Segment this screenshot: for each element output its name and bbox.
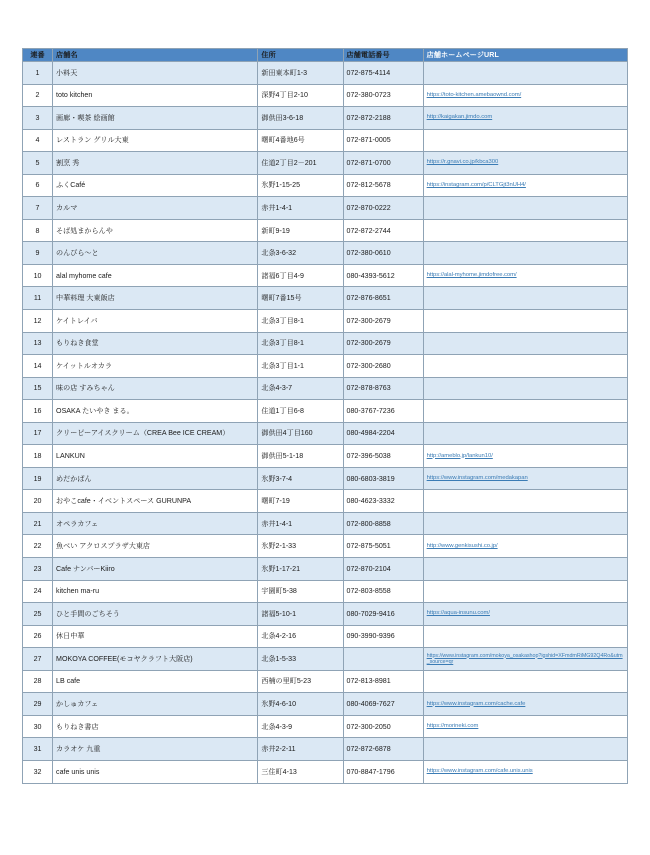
cell-no: 31 (23, 738, 53, 761)
cell-url[interactable] (423, 760, 627, 783)
cell-name: toto kitchen (53, 84, 258, 107)
cell-no: 30 (23, 715, 53, 738)
table-row (23, 107, 628, 130)
cell-name: MOKOYA COFFEE(モコヤクラフト大阪店) (53, 648, 258, 671)
cell-no: 14 (23, 355, 53, 378)
cell-url (423, 287, 627, 310)
column-header-address: 住所 (258, 49, 343, 62)
store-homepage-link[interactable]: https://toto-kitchen.amebaownd.com/ (426, 91, 522, 98)
table-row (23, 129, 628, 152)
table-row (23, 287, 628, 310)
cell-name: ケイトレイバ (53, 310, 258, 333)
cell-address: 北条3丁目8-1 (258, 310, 343, 333)
table-row (23, 242, 628, 265)
table-row (23, 490, 628, 513)
cell-url (423, 738, 627, 761)
table-header (23, 49, 628, 62)
table-row (23, 467, 628, 490)
cell-phone: 072-870-2104 (343, 558, 423, 581)
cell-phone: 080-4069-7627 (343, 693, 423, 716)
cell-url (423, 332, 627, 355)
cell-address: 住道2丁目2－201 (258, 152, 343, 175)
cell-name: cafe unis unis (53, 760, 258, 783)
cell-no: 4 (23, 129, 53, 152)
cell-no: 20 (23, 490, 53, 513)
cell-url[interactable] (423, 107, 627, 130)
table-row (23, 264, 628, 287)
cell-name: alal myhome cafe (53, 264, 258, 287)
cell-address: 宇園町5-38 (258, 580, 343, 603)
cell-no: 24 (23, 580, 53, 603)
cell-url (423, 558, 627, 581)
cell-phone: 072-300-2050 (343, 715, 423, 738)
column-header-url: 店舗ホームページURL (423, 49, 627, 62)
cell-name: ふくCafé (53, 174, 258, 197)
cell-no: 5 (23, 152, 53, 175)
cell-name: オペラカフェ (53, 512, 258, 535)
cell-phone: 080-4393-5612 (343, 264, 423, 287)
cell-phone: 080-7029-9416 (343, 603, 423, 626)
cell-url (423, 625, 627, 648)
cell-phone: 080-3767-7236 (343, 400, 423, 423)
cell-phone: 080-4984-2204 (343, 422, 423, 445)
store-homepage-link[interactable]: http://www.genkisushi.co.jp/ (426, 542, 498, 549)
cell-url (423, 310, 627, 333)
cell-phone: 072-871-0005 (343, 129, 423, 152)
store-list-sheet (22, 48, 628, 784)
cell-url[interactable] (423, 535, 627, 558)
cell-no: 22 (23, 535, 53, 558)
cell-url (423, 490, 627, 513)
cell-address: 北条3丁目8-1 (258, 332, 343, 355)
cell-address: 氷野3-7-4 (258, 467, 343, 490)
cell-no: 13 (23, 332, 53, 355)
cell-url (423, 400, 627, 423)
store-homepage-link[interactable]: http://ameblo.jp/lankun10/ (426, 452, 493, 459)
cell-no: 3 (23, 107, 53, 130)
cell-name: かしゅカフェ (53, 693, 258, 716)
cell-url (423, 129, 627, 152)
cell-url (423, 219, 627, 242)
cell-no: 8 (23, 219, 53, 242)
cell-phone: 072-812-5678 (343, 174, 423, 197)
cell-name: kitchen ma-ru (53, 580, 258, 603)
cell-address: 住道1丁目6-8 (258, 400, 343, 423)
cell-url[interactable] (423, 715, 627, 738)
table-row (23, 738, 628, 761)
cell-no: 7 (23, 197, 53, 220)
cell-no: 2 (23, 84, 53, 107)
cell-name: 小料天 (53, 62, 258, 85)
cell-address: 北条3-6-32 (258, 242, 343, 265)
cell-name: LANKUN (53, 445, 258, 468)
store-list-table (22, 48, 628, 784)
column-header-phone: 店舗電話番号 (343, 49, 423, 62)
cell-name: そば処まからんや (53, 219, 258, 242)
cell-name: 中華料理 大東飯店 (53, 287, 258, 310)
cell-no: 1 (23, 62, 53, 85)
cell-name: 味の店 すみちゃん (53, 377, 258, 400)
cell-no: 32 (23, 760, 53, 783)
cell-url (423, 580, 627, 603)
cell-address: 諸福5-10-1 (258, 603, 343, 626)
cell-name: OSAKA たいやき まる。 (53, 400, 258, 423)
cell-address: 北条4-2-16 (258, 625, 343, 648)
cell-name: めだかぱん (53, 467, 258, 490)
cell-address: 氷野2-1-33 (258, 535, 343, 558)
cell-phone: 072-872-2188 (343, 107, 423, 130)
cell-address: 御供田3-6-18 (258, 107, 343, 130)
table-row (23, 693, 628, 716)
cell-no: 21 (23, 512, 53, 535)
cell-address: 北条4-3-9 (258, 715, 343, 738)
cell-name: クリーピーアイスクリーム（CREA Bee ICE CREAM） (53, 422, 258, 445)
cell-phone: 072-870-0222 (343, 197, 423, 220)
cell-phone: 072-396-5038 (343, 445, 423, 468)
cell-name: 魚べい アクロスプラザ大東店 (53, 535, 258, 558)
table-row (23, 625, 628, 648)
cell-url[interactable] (423, 84, 627, 107)
cell-url[interactable] (423, 152, 627, 175)
table-row (23, 310, 628, 333)
table-row (23, 445, 628, 468)
cell-phone: 070-8847-1796 (343, 760, 423, 783)
table-row (23, 512, 628, 535)
cell-url[interactable] (423, 603, 627, 626)
table-row (23, 400, 628, 423)
cell-no: 17 (23, 422, 53, 445)
cell-phone: 072-803-8558 (343, 580, 423, 603)
cell-address: 赤井1-4-1 (258, 197, 343, 220)
cell-address: 御供田4丁目160 (258, 422, 343, 445)
cell-phone: 072-300-2680 (343, 355, 423, 378)
cell-address: 氷野4-6-10 (258, 693, 343, 716)
store-homepage-link[interactable]: https://instagram.com/p/CLTGjt3nUH4/ (426, 182, 526, 189)
store-homepage-link[interactable]: https://aqua-insunu.com/ (426, 610, 490, 617)
cell-no: 12 (23, 310, 53, 333)
cell-phone: 072-380-0723 (343, 84, 423, 107)
cell-url (423, 62, 627, 85)
cell-name: もりねき食堂 (53, 332, 258, 355)
cell-phone: 072-878-8763 (343, 377, 423, 400)
column-header-no: 連番 (23, 49, 53, 62)
cell-phone: 072-300-2679 (343, 310, 423, 333)
cell-phone: 072-871-0700 (343, 152, 423, 175)
cell-name: のんびら～と (53, 242, 258, 265)
table-row (23, 197, 628, 220)
cell-no: 9 (23, 242, 53, 265)
cell-phone: 090-3990-9396 (343, 625, 423, 648)
cell-no: 26 (23, 625, 53, 648)
cell-url[interactable] (423, 648, 627, 671)
table-row (23, 603, 628, 626)
table-body (23, 62, 628, 784)
cell-phone: 072-380-0610 (343, 242, 423, 265)
cell-phone: 072-872-2744 (343, 219, 423, 242)
table-row (23, 377, 628, 400)
cell-phone: 072-875-5051 (343, 535, 423, 558)
cell-phone: 072-872-6878 (343, 738, 423, 761)
store-homepage-link[interactable]: https://www.instagram.com/cache.cafe (426, 700, 526, 707)
cell-phone: 072-800-8858 (343, 512, 423, 535)
cell-url (423, 355, 627, 378)
table-row (23, 760, 628, 783)
cell-name: カラオケ 九重 (53, 738, 258, 761)
cell-name: おやこcafe・イベントスペース GURUNPA (53, 490, 258, 513)
cell-name: ケイットルオカラ (53, 355, 258, 378)
cell-no: 29 (23, 693, 53, 716)
cell-address: 赤井1-4-1 (258, 512, 343, 535)
cell-address: 三住町4-13 (258, 760, 343, 783)
table-row (23, 715, 628, 738)
cell-url (423, 512, 627, 535)
table-row (23, 174, 628, 197)
store-homepage-link[interactable]: https://www.instagram.com/mokoya_osakashop?igshid=XFmdmRiMG92Q4Ro&utm_source=qr (426, 652, 623, 665)
cell-phone: 072-875-4114 (343, 62, 423, 85)
cell-no: 19 (23, 467, 53, 490)
table-row (23, 535, 628, 558)
cell-address: 西楠の里町5-23 (258, 670, 343, 693)
cell-no: 11 (23, 287, 53, 310)
cell-url[interactable] (423, 693, 627, 716)
cell-no: 23 (23, 558, 53, 581)
cell-url (423, 422, 627, 445)
cell-name: LB cafe (53, 670, 258, 693)
cell-name: 画廊・喫茶 絵画館 (53, 107, 258, 130)
table-header-row (23, 49, 628, 62)
table-row (23, 84, 628, 107)
store-homepage-link[interactable]: http://kaigakan.jimdo.com (426, 114, 493, 121)
cell-address: 北条3丁目1-1 (258, 355, 343, 378)
cell-phone: 080-4623-3332 (343, 490, 423, 513)
cell-phone: 072-300-2679 (343, 332, 423, 355)
cell-name: カルマ (53, 197, 258, 220)
cell-no: 15 (23, 377, 53, 400)
cell-name: 割烹 秀 (53, 152, 258, 175)
cell-no: 16 (23, 400, 53, 423)
table-row (23, 62, 628, 85)
table-row (23, 670, 628, 693)
cell-address: 曙町4番地6号 (258, 129, 343, 152)
table-row (23, 355, 628, 378)
cell-url[interactable] (423, 467, 627, 490)
cell-url[interactable] (423, 264, 627, 287)
store-homepage-link[interactable]: https://www.instagram.com/medakapan (426, 475, 528, 482)
cell-no: 10 (23, 264, 53, 287)
cell-address: 曙町7番15号 (258, 287, 343, 310)
cell-name: 休日中華 (53, 625, 258, 648)
table-row (23, 580, 628, 603)
table-row (23, 152, 628, 175)
cell-name: ひと手間のごちそう (53, 603, 258, 626)
cell-address: 北条4-3-7 (258, 377, 343, 400)
cell-name: Cafe ナンバーKiiro (53, 558, 258, 581)
cell-url[interactable] (423, 445, 627, 468)
cell-url (423, 670, 627, 693)
cell-address: 曙町7-19 (258, 490, 343, 513)
table-row (23, 422, 628, 445)
cell-url (423, 197, 627, 220)
cell-url[interactable] (423, 174, 627, 197)
cell-name: レストラン グリル大東 (53, 129, 258, 152)
table-row (23, 558, 628, 581)
cell-address: 御供田5-1-18 (258, 445, 343, 468)
cell-address: 赤井2-2-11 (258, 738, 343, 761)
table-row (23, 332, 628, 355)
cell-name: もりねき書店 (53, 715, 258, 738)
cell-address: 新田東本町1-3 (258, 62, 343, 85)
cell-address: 氷野1-17-21 (258, 558, 343, 581)
cell-phone: 072-813-8981 (343, 670, 423, 693)
store-homepage-link[interactable]: https://alal-myhome.jimdofree.com/ (426, 272, 517, 279)
cell-url (423, 377, 627, 400)
cell-phone: 080-6803-3819 (343, 467, 423, 490)
store-homepage-link[interactable]: https://r.gnavi.co.jp/kbca300 (426, 159, 499, 166)
store-homepage-link[interactable]: https://morineki.com (426, 723, 479, 730)
cell-no: 25 (23, 603, 53, 626)
cell-no: 28 (23, 670, 53, 693)
cell-address: 新町9-19 (258, 219, 343, 242)
cell-phone (343, 648, 423, 671)
cell-address: 諸福6丁目4-9 (258, 264, 343, 287)
cell-no: 27 (23, 648, 53, 671)
cell-address: 北条1-5-33 (258, 648, 343, 671)
cell-address: 氷野1-15-25 (258, 174, 343, 197)
column-header-name: 店舗名 (53, 49, 258, 62)
store-homepage-link[interactable]: https://www.instagram.com/cafe.unis.unis (426, 768, 533, 775)
cell-no: 6 (23, 174, 53, 197)
cell-phone: 072-876-8651 (343, 287, 423, 310)
cell-url (423, 242, 627, 265)
cell-address: 深野4丁目2-10 (258, 84, 343, 107)
cell-no: 18 (23, 445, 53, 468)
table-row (23, 219, 628, 242)
table-row (23, 648, 628, 671)
